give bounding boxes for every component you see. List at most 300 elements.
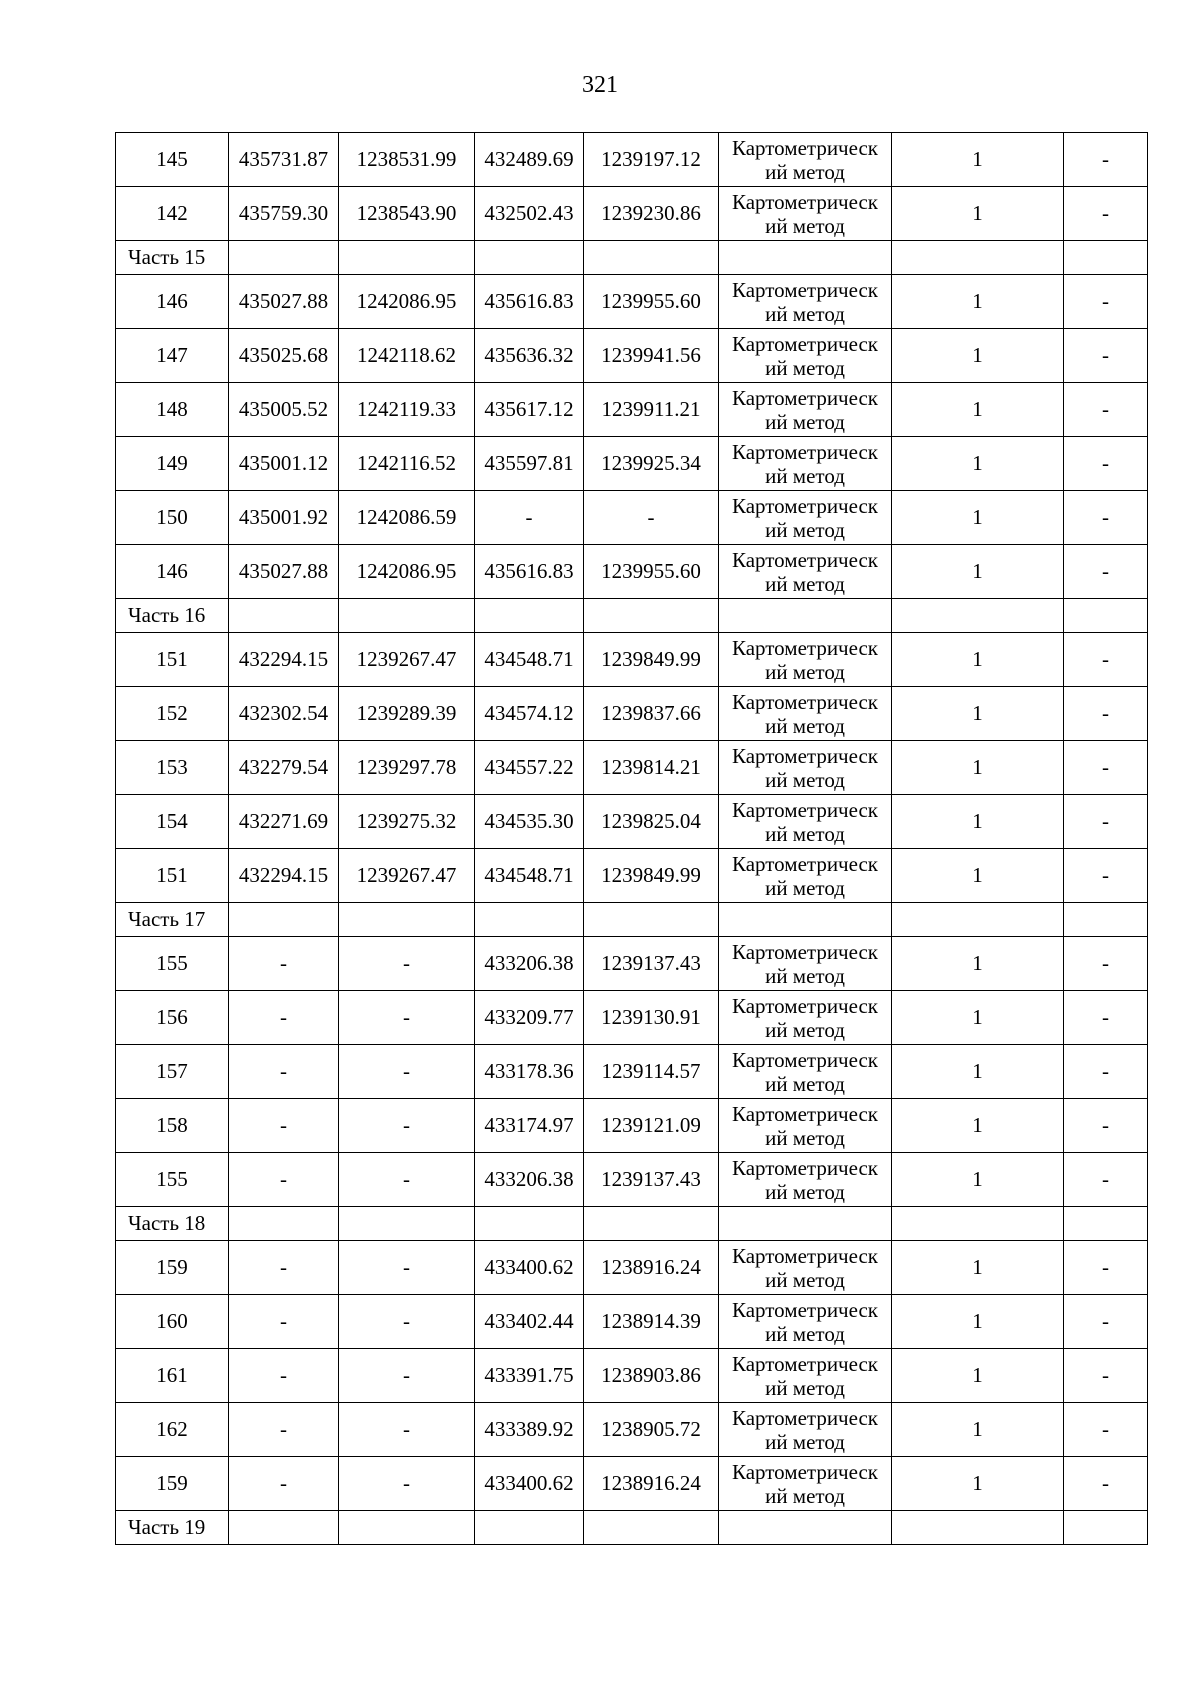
note-cell: - xyxy=(1064,937,1148,991)
note-cell: - xyxy=(1064,991,1148,1045)
x-new-cell: - xyxy=(475,491,584,545)
y-old-cell: - xyxy=(339,1295,475,1349)
accuracy-cell: 1 xyxy=(892,1457,1064,1511)
y-new-cell: 1238905.72 xyxy=(584,1403,719,1457)
x-old-cell: - xyxy=(229,1403,339,1457)
method-text-line2: ий метод xyxy=(765,1429,845,1454)
y-old-cell: - xyxy=(339,1241,475,1295)
x-old-cell: 435005.52 xyxy=(229,383,339,437)
y-new-cell: 1239849.99 xyxy=(584,849,719,903)
empty-cell xyxy=(1064,1511,1148,1545)
accuracy-cell: 1 xyxy=(892,1403,1064,1457)
point-number-cell: 150 xyxy=(116,491,229,545)
accuracy-cell: 1 xyxy=(892,937,1064,991)
method-cell xyxy=(719,491,892,545)
y-new-cell: 1239849.99 xyxy=(584,633,719,687)
method-cell xyxy=(719,1241,892,1295)
table-row xyxy=(116,1403,1148,1457)
x-old-cell: - xyxy=(229,1099,339,1153)
empty-cell xyxy=(339,241,475,275)
table-row xyxy=(116,633,1148,687)
x-new-cell: 433178.36 xyxy=(475,1045,584,1099)
part-label: Часть 17 xyxy=(116,903,229,937)
table-row xyxy=(116,1153,1148,1207)
y-new-cell: 1239137.43 xyxy=(584,1153,719,1207)
accuracy-cell: 1 xyxy=(892,633,1064,687)
x-new-cell: 435616.83 xyxy=(475,545,584,599)
method-text-line1: Картометрическ xyxy=(732,493,878,518)
y-new-cell: - xyxy=(584,491,719,545)
y-old-cell: - xyxy=(339,991,475,1045)
y-new-cell: 1239137.43 xyxy=(584,937,719,991)
part-label: Часть 15 xyxy=(116,241,229,275)
method-text-line2: ий метод xyxy=(765,571,845,596)
empty-cell xyxy=(475,241,584,275)
method-text-line1: Картометрическ xyxy=(732,635,878,660)
y-new-cell: 1239197.12 xyxy=(584,133,719,187)
y-old-cell: - xyxy=(339,937,475,991)
point-number-cell: 152 xyxy=(116,687,229,741)
note-cell: - xyxy=(1064,275,1148,329)
empty-cell xyxy=(1064,1207,1148,1241)
y-old-cell: - xyxy=(339,1349,475,1403)
method-text-line1: Картометрическ xyxy=(732,1101,878,1126)
method-text-line1: Картометрическ xyxy=(732,797,878,822)
point-number-cell: 159 xyxy=(116,1241,229,1295)
method-text-line2: ий метод xyxy=(765,355,845,380)
y-old-cell: 1242116.52 xyxy=(339,437,475,491)
x-old-cell: - xyxy=(229,991,339,1045)
method-text-line1: Картометрическ xyxy=(732,993,878,1018)
method-text-line2: ий метод xyxy=(765,713,845,738)
method-text-line1: Картометрическ xyxy=(732,1297,878,1322)
note-cell: - xyxy=(1064,1349,1148,1403)
method-text-line1: Картометрическ xyxy=(732,439,878,464)
y-new-cell: 1238903.86 xyxy=(584,1349,719,1403)
x-old-cell: 432271.69 xyxy=(229,795,339,849)
empty-cell xyxy=(892,599,1064,633)
empty-cell xyxy=(584,1511,719,1545)
note-cell: - xyxy=(1064,187,1148,241)
x-new-cell: 433206.38 xyxy=(475,937,584,991)
method-text-line2: ий метод xyxy=(765,767,845,792)
point-number-cell: 146 xyxy=(116,275,229,329)
x-new-cell: 435617.12 xyxy=(475,383,584,437)
method-text-line1: Картометрическ xyxy=(732,939,878,964)
table-row xyxy=(116,991,1148,1045)
x-new-cell: 434574.12 xyxy=(475,687,584,741)
y-new-cell: 1239230.86 xyxy=(584,187,719,241)
note-cell: - xyxy=(1064,329,1148,383)
y-old-cell: 1239267.47 xyxy=(339,633,475,687)
method-text-line2: ий метод xyxy=(765,1375,845,1400)
table-row xyxy=(116,437,1148,491)
method-cell xyxy=(719,1153,892,1207)
method-text-line2: ий метод xyxy=(765,463,845,488)
accuracy-cell: 1 xyxy=(892,545,1064,599)
empty-cell xyxy=(719,241,892,275)
accuracy-cell: 1 xyxy=(892,1349,1064,1403)
accuracy-cell: 1 xyxy=(892,187,1064,241)
method-text-line1: Картометрическ xyxy=(732,689,878,714)
accuracy-cell: 1 xyxy=(892,133,1064,187)
x-old-cell: 432294.15 xyxy=(229,849,339,903)
x-old-cell: - xyxy=(229,1295,339,1349)
point-number-cell: 142 xyxy=(116,187,229,241)
coordinates-table xyxy=(115,132,1148,1545)
note-cell: - xyxy=(1064,133,1148,187)
method-text-line1: Картометрическ xyxy=(732,1405,878,1430)
method-text-line1: Картометрическ xyxy=(732,331,878,356)
empty-cell xyxy=(229,599,339,633)
note-cell: - xyxy=(1064,741,1148,795)
table-row xyxy=(116,187,1148,241)
page-number: 321 xyxy=(582,72,618,98)
method-text-line2: ий метод xyxy=(765,1071,845,1096)
y-old-cell: 1242119.33 xyxy=(339,383,475,437)
empty-cell xyxy=(584,599,719,633)
x-old-cell: 435027.88 xyxy=(229,275,339,329)
y-new-cell: 1239941.56 xyxy=(584,329,719,383)
method-cell xyxy=(719,741,892,795)
point-number-cell: 159 xyxy=(116,1457,229,1511)
empty-cell xyxy=(339,599,475,633)
method-text-line2: ий метод xyxy=(765,517,845,542)
note-cell: - xyxy=(1064,1403,1148,1457)
method-text-line1: Картометрическ xyxy=(732,135,878,160)
empty-cell xyxy=(719,903,892,937)
point-number-cell: 162 xyxy=(116,1403,229,1457)
x-old-cell: 435759.30 xyxy=(229,187,339,241)
empty-cell xyxy=(892,903,1064,937)
empty-cell xyxy=(229,903,339,937)
table-row xyxy=(116,491,1148,545)
x-new-cell: 433400.62 xyxy=(475,1457,584,1511)
y-new-cell: 1238916.24 xyxy=(584,1241,719,1295)
x-old-cell: - xyxy=(229,1241,339,1295)
method-text-line2: ий метод xyxy=(765,821,845,846)
method-cell xyxy=(719,849,892,903)
method-text-line1: Картометрическ xyxy=(732,1047,878,1072)
x-new-cell: 433402.44 xyxy=(475,1295,584,1349)
note-cell: - xyxy=(1064,687,1148,741)
x-new-cell: 435616.83 xyxy=(475,275,584,329)
part-header-row xyxy=(116,241,1148,275)
empty-cell xyxy=(1064,599,1148,633)
y-old-cell: 1242118.62 xyxy=(339,329,475,383)
method-text-line2: ий метод xyxy=(765,1017,845,1042)
x-new-cell: 433400.62 xyxy=(475,1241,584,1295)
method-text-line1: Картометрическ xyxy=(732,1351,878,1376)
x-new-cell: 432489.69 xyxy=(475,133,584,187)
accuracy-cell: 1 xyxy=(892,329,1064,383)
method-text-line1: Картометрическ xyxy=(732,385,878,410)
part-header-row xyxy=(116,1207,1148,1241)
method-cell xyxy=(719,687,892,741)
accuracy-cell: 1 xyxy=(892,1153,1064,1207)
point-number-cell: 160 xyxy=(116,1295,229,1349)
y-old-cell: - xyxy=(339,1099,475,1153)
y-new-cell: 1239955.60 xyxy=(584,545,719,599)
empty-cell xyxy=(475,599,584,633)
method-cell xyxy=(719,1403,892,1457)
method-text-line1: Картометрическ xyxy=(732,547,878,572)
accuracy-cell: 1 xyxy=(892,491,1064,545)
method-text-line2: ий метод xyxy=(765,409,845,434)
accuracy-cell: 1 xyxy=(892,687,1064,741)
x-old-cell: - xyxy=(229,937,339,991)
table-row xyxy=(116,795,1148,849)
empty-cell xyxy=(475,1207,584,1241)
empty-cell xyxy=(1064,241,1148,275)
method-text-line1: Картометрическ xyxy=(732,1459,878,1484)
note-cell: - xyxy=(1064,795,1148,849)
table-row xyxy=(116,1349,1148,1403)
table-row xyxy=(116,1099,1148,1153)
point-number-cell: 148 xyxy=(116,383,229,437)
y-new-cell: 1238914.39 xyxy=(584,1295,719,1349)
x-old-cell: 435731.87 xyxy=(229,133,339,187)
y-new-cell: 1239121.09 xyxy=(584,1099,719,1153)
x-new-cell: 434535.30 xyxy=(475,795,584,849)
note-cell: - xyxy=(1064,545,1148,599)
y-old-cell: - xyxy=(339,1045,475,1099)
table-row xyxy=(116,1457,1148,1511)
x-new-cell: 434548.71 xyxy=(475,849,584,903)
x-new-cell: 433391.75 xyxy=(475,1349,584,1403)
y-old-cell: 1242086.95 xyxy=(339,545,475,599)
method-cell xyxy=(719,437,892,491)
empty-cell xyxy=(892,1511,1064,1545)
method-cell xyxy=(719,383,892,437)
method-text-line2: ий метод xyxy=(765,659,845,684)
part-label: Часть 19 xyxy=(116,1511,229,1545)
table-row xyxy=(116,1241,1148,1295)
method-text-line2: ий метод xyxy=(765,1321,845,1346)
empty-cell xyxy=(584,1207,719,1241)
note-cell: - xyxy=(1064,1241,1148,1295)
accuracy-cell: 1 xyxy=(892,991,1064,1045)
method-cell xyxy=(719,545,892,599)
y-old-cell: 1238543.90 xyxy=(339,187,475,241)
y-old-cell: - xyxy=(339,1153,475,1207)
method-text-line1: Картометрическ xyxy=(732,743,878,768)
accuracy-cell: 1 xyxy=(892,795,1064,849)
point-number-cell: 157 xyxy=(116,1045,229,1099)
y-old-cell: 1239289.39 xyxy=(339,687,475,741)
table-row xyxy=(116,849,1148,903)
empty-cell xyxy=(339,1207,475,1241)
method-text-line2: ий метод xyxy=(765,875,845,900)
method-cell xyxy=(719,1349,892,1403)
x-old-cell: 432302.54 xyxy=(229,687,339,741)
y-new-cell: 1239130.91 xyxy=(584,991,719,1045)
point-number-cell: 146 xyxy=(116,545,229,599)
x-old-cell: - xyxy=(229,1457,339,1511)
y-new-cell: 1239837.66 xyxy=(584,687,719,741)
x-old-cell: - xyxy=(229,1349,339,1403)
table-body xyxy=(116,133,1148,1545)
note-cell: - xyxy=(1064,1457,1148,1511)
x-new-cell: 434548.71 xyxy=(475,633,584,687)
method-cell xyxy=(719,1099,892,1153)
method-text-line1: Картометрическ xyxy=(732,1243,878,1268)
y-old-cell: 1239275.32 xyxy=(339,795,475,849)
accuracy-cell: 1 xyxy=(892,437,1064,491)
x-old-cell: 432279.54 xyxy=(229,741,339,795)
point-number-cell: 161 xyxy=(116,1349,229,1403)
table-row xyxy=(116,1045,1148,1099)
point-number-cell: 154 xyxy=(116,795,229,849)
empty-cell xyxy=(584,241,719,275)
point-number-cell: 147 xyxy=(116,329,229,383)
method-text-line2: ий метод xyxy=(765,963,845,988)
method-text-line2: ий метод xyxy=(765,1483,845,1508)
method-cell xyxy=(719,1295,892,1349)
y-new-cell: 1239814.21 xyxy=(584,741,719,795)
point-number-cell: 155 xyxy=(116,937,229,991)
empty-cell xyxy=(719,1207,892,1241)
table-row xyxy=(116,275,1148,329)
note-cell: - xyxy=(1064,1045,1148,1099)
x-old-cell: 435001.92 xyxy=(229,491,339,545)
table-row xyxy=(116,1295,1148,1349)
accuracy-cell: 1 xyxy=(892,741,1064,795)
empty-cell xyxy=(475,903,584,937)
empty-cell xyxy=(719,599,892,633)
empty-cell xyxy=(475,1511,584,1545)
x-old-cell: 435027.88 xyxy=(229,545,339,599)
method-cell xyxy=(719,991,892,1045)
note-cell: - xyxy=(1064,1099,1148,1153)
empty-cell xyxy=(719,1511,892,1545)
empty-cell xyxy=(892,1207,1064,1241)
part-header-row xyxy=(116,903,1148,937)
method-cell xyxy=(719,937,892,991)
y-new-cell: 1239955.60 xyxy=(584,275,719,329)
note-cell: - xyxy=(1064,633,1148,687)
y-new-cell: 1239925.34 xyxy=(584,437,719,491)
x-old-cell: 435001.12 xyxy=(229,437,339,491)
method-cell xyxy=(719,633,892,687)
part-label: Часть 16 xyxy=(116,599,229,633)
method-cell xyxy=(719,187,892,241)
point-number-cell: 155 xyxy=(116,1153,229,1207)
method-text-line2: ий метод xyxy=(765,159,845,184)
table-row xyxy=(116,937,1148,991)
x-new-cell: 433389.92 xyxy=(475,1403,584,1457)
x-old-cell: - xyxy=(229,1045,339,1099)
accuracy-cell: 1 xyxy=(892,1099,1064,1153)
x-new-cell: 434557.22 xyxy=(475,741,584,795)
part-label: Часть 18 xyxy=(116,1207,229,1241)
accuracy-cell: 1 xyxy=(892,1045,1064,1099)
y-new-cell: 1239114.57 xyxy=(584,1045,719,1099)
y-old-cell: - xyxy=(339,1403,475,1457)
table-row xyxy=(116,329,1148,383)
table-row xyxy=(116,687,1148,741)
note-cell: - xyxy=(1064,383,1148,437)
y-new-cell: 1239825.04 xyxy=(584,795,719,849)
method-text-line2: ий метод xyxy=(765,213,845,238)
point-number-cell: 151 xyxy=(116,849,229,903)
point-number-cell: 149 xyxy=(116,437,229,491)
method-cell xyxy=(719,1045,892,1099)
method-text-line1: Картометрическ xyxy=(732,189,878,214)
point-number-cell: 145 xyxy=(116,133,229,187)
point-number-cell: 153 xyxy=(116,741,229,795)
y-old-cell: 1239297.78 xyxy=(339,741,475,795)
table-row xyxy=(116,133,1148,187)
table-row xyxy=(116,383,1148,437)
accuracy-cell: 1 xyxy=(892,275,1064,329)
method-text-line1: Картометрическ xyxy=(732,851,878,876)
table-row xyxy=(116,545,1148,599)
accuracy-cell: 1 xyxy=(892,849,1064,903)
x-old-cell: 432294.15 xyxy=(229,633,339,687)
point-number-cell: 156 xyxy=(116,991,229,1045)
method-text-line2: ий метод xyxy=(765,1125,845,1150)
x-old-cell: 435025.68 xyxy=(229,329,339,383)
x-new-cell: 432502.43 xyxy=(475,187,584,241)
accuracy-cell: 1 xyxy=(892,1295,1064,1349)
part-header-row xyxy=(116,1511,1148,1545)
method-text-line2: ий метод xyxy=(765,1267,845,1292)
y-new-cell: 1239911.21 xyxy=(584,383,719,437)
accuracy-cell: 1 xyxy=(892,1241,1064,1295)
y-old-cell: 1242086.59 xyxy=(339,491,475,545)
note-cell: - xyxy=(1064,849,1148,903)
note-cell: - xyxy=(1064,1295,1148,1349)
method-text-line2: ий метод xyxy=(765,301,845,326)
method-text-line1: Картометрическ xyxy=(732,277,878,302)
y-old-cell: 1239267.47 xyxy=(339,849,475,903)
x-new-cell: 435636.32 xyxy=(475,329,584,383)
y-new-cell: 1238916.24 xyxy=(584,1457,719,1511)
note-cell: - xyxy=(1064,437,1148,491)
method-cell xyxy=(719,275,892,329)
method-cell xyxy=(719,795,892,849)
note-cell: - xyxy=(1064,1153,1148,1207)
method-text-line2: ий метод xyxy=(765,1179,845,1204)
method-text-line1: Картометрическ xyxy=(732,1155,878,1180)
y-old-cell: 1242086.95 xyxy=(339,275,475,329)
empty-cell xyxy=(892,241,1064,275)
empty-cell xyxy=(229,1511,339,1545)
x-old-cell: - xyxy=(229,1153,339,1207)
x-new-cell: 433209.77 xyxy=(475,991,584,1045)
empty-cell xyxy=(229,1207,339,1241)
accuracy-cell: 1 xyxy=(892,383,1064,437)
point-number-cell: 158 xyxy=(116,1099,229,1153)
table-row xyxy=(116,741,1148,795)
method-cell xyxy=(719,329,892,383)
part-header-row xyxy=(116,599,1148,633)
point-number-cell: 151 xyxy=(116,633,229,687)
x-new-cell: 435597.81 xyxy=(475,437,584,491)
note-cell: - xyxy=(1064,491,1148,545)
empty-cell xyxy=(339,1511,475,1545)
empty-cell xyxy=(339,903,475,937)
y-old-cell: - xyxy=(339,1457,475,1511)
empty-cell xyxy=(1064,903,1148,937)
y-old-cell: 1238531.99 xyxy=(339,133,475,187)
empty-cell xyxy=(584,903,719,937)
x-new-cell: 433206.38 xyxy=(475,1153,584,1207)
x-new-cell: 433174.97 xyxy=(475,1099,584,1153)
method-cell xyxy=(719,133,892,187)
method-cell xyxy=(719,1457,892,1511)
